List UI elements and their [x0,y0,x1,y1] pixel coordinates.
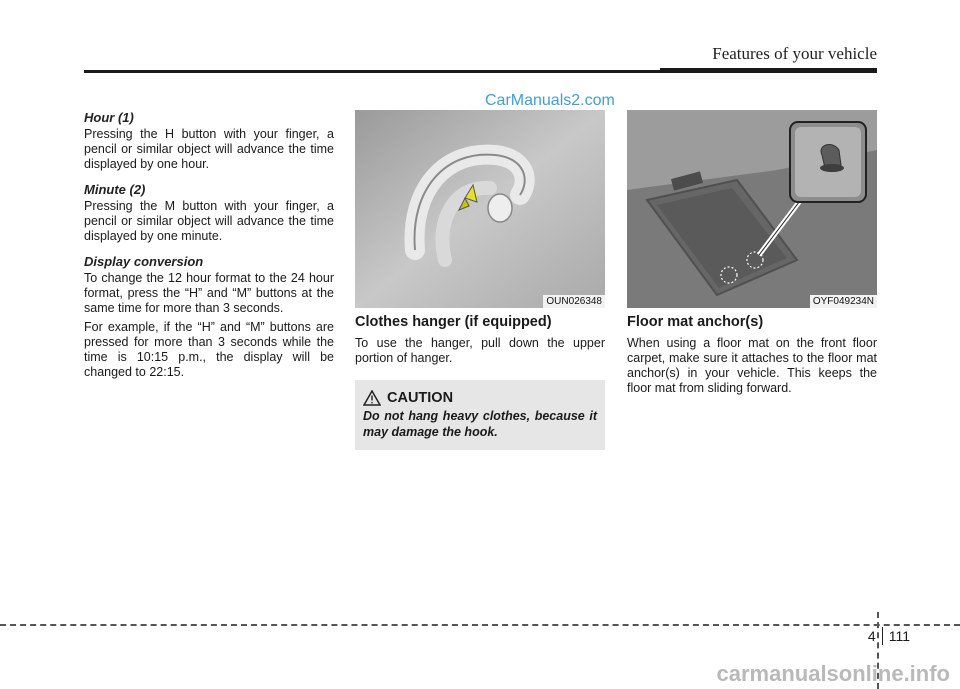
column-floor-mat [627,110,877,406]
minute-text: Pressing the M button with your finger, a pencil or similar object will advance the time displayed by one minute. [84,199,334,243]
minute-heading: Minute (2) [84,182,146,197]
watermark-top: CarManuals2.com [485,92,615,109]
image-code-hanger: OUN026348 [543,295,605,308]
caution-header [363,390,597,406]
clothes-hanger-photo [355,110,605,308]
caution-title: CAUTION [387,390,454,406]
warning-triangle-icon [363,390,381,406]
hour-text: Pressing the H button with your finger, a pencil or similar object will advance the time displayed by one hour. [84,127,334,171]
header-rule-accent [660,68,877,73]
clothes-hanger-illustration [355,110,605,308]
page-number [868,627,910,645]
display-conversion-heading: Display conversion [84,254,204,269]
clothes-hanger-text: To use the hanger, pull down the upper portion of hanger. [355,336,605,365]
caution-text: Do not hang heavy clothes, because it may damage the hook. [363,409,597,439]
footer-dashed-rule [0,624,960,626]
hour-heading: Hour (1) [84,110,134,125]
floor-mat-title: Floor mat anchor(s) [627,314,764,330]
image-code-floor-mat: OYF049234N [810,295,877,308]
watermark-bottom: carmanualsonline.info [716,661,950,686]
clothes-hanger-title: Clothes hanger (if equipped) [355,314,552,330]
column-clothes-hanger [355,110,605,450]
column-clock-settings [84,110,334,390]
floor-mat-illustration [627,110,877,308]
chapter-number: 4 [867,628,876,644]
caution-box [355,380,605,450]
floor-mat-photo [627,110,877,308]
page-number-value: 111 [888,628,910,644]
display-conversion-text-1: To change the 12 hour format to the 24 hour format, press the “H” and “M” buttons at the same time for more than 3 seconds. [84,271,334,315]
page-header-title: Features of your vehicle [712,44,877,63]
display-conversion-text-2: For example, if the “H” and “M” buttons are pressed for more than 3 seconds while the time is 10:15 p.m., the display will be changed to 22:15. [84,320,334,379]
floor-mat-text: When using a floor mat on the front floor carpet, make sure it attaches to the floor mat anchor(s) in your vehicle. This keeps the floor mat from sliding forward. [627,336,877,395]
